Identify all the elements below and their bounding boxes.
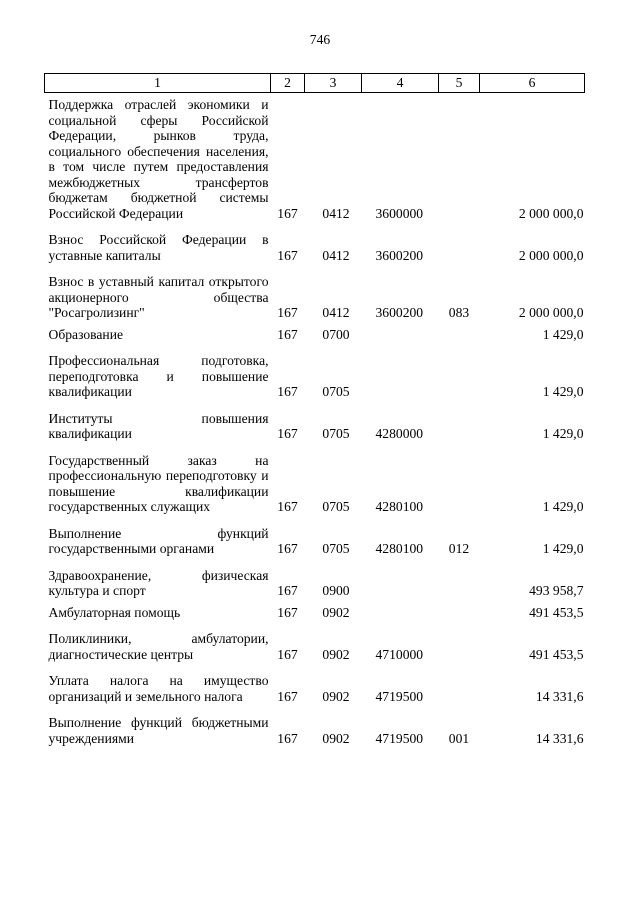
row-section: 0902 bbox=[322, 604, 350, 620]
row-amount: 1 429,0 bbox=[542, 384, 584, 399]
row-target: 4280100 bbox=[375, 541, 424, 556]
row-name: Образование bbox=[48, 326, 124, 342]
row-section: 0902 bbox=[322, 730, 350, 746]
row-ministry: 167 bbox=[277, 247, 298, 263]
row-section: 0705 bbox=[322, 384, 350, 399]
row-section: 0705 bbox=[322, 426, 350, 441]
row-name: Профессиональная подготовка, переподготовка и повышение квалификации bbox=[48, 353, 269, 399]
table-row bbox=[45, 93, 585, 224]
row-section: 0705 bbox=[322, 541, 350, 556]
header-col-4: 4 bbox=[362, 74, 439, 93]
row-kind bbox=[439, 601, 480, 623]
row-target: 3600200 bbox=[375, 305, 424, 320]
row-kind bbox=[439, 344, 480, 402]
row-amount: 14 331,6 bbox=[535, 688, 584, 704]
table-row bbox=[45, 223, 585, 265]
table-row bbox=[45, 706, 585, 748]
row-amount: 14 331,6 bbox=[535, 730, 584, 746]
row-amount: 1 429,0 bbox=[542, 326, 584, 342]
row-name: Взнос в уставный капитал открытого акционерного общества "Росагролизинг" bbox=[48, 274, 269, 320]
row-amount: 491 453,5 bbox=[529, 646, 584, 662]
row-ministry: 167 bbox=[277, 604, 298, 620]
row-ministry: 167 bbox=[277, 305, 298, 320]
row-kind bbox=[439, 223, 480, 265]
row-section: 0412 bbox=[322, 205, 350, 221]
table-row bbox=[45, 323, 585, 345]
row-amount: 493 958,7 bbox=[529, 583, 584, 598]
row-target: 4710000 bbox=[375, 646, 424, 662]
row-amount: 1 429,0 bbox=[542, 541, 584, 556]
budget-table bbox=[44, 73, 585, 748]
row-section: 0900 bbox=[322, 583, 350, 598]
row-target bbox=[362, 559, 439, 601]
row-section: 0705 bbox=[322, 499, 350, 514]
row-amount: 2 000 000,0 bbox=[518, 205, 584, 221]
row-kind bbox=[439, 622, 480, 664]
header-col-3: 3 bbox=[305, 74, 362, 93]
table-row bbox=[45, 559, 585, 601]
row-ministry: 167 bbox=[277, 205, 298, 221]
row-target: 4280100 bbox=[375, 499, 424, 514]
header-col-1: 1 bbox=[45, 74, 271, 93]
row-name: Институты повышения квалификации bbox=[48, 410, 269, 441]
page-number: 746 bbox=[309, 32, 331, 47]
row-name: Амбулаторная помощь bbox=[48, 604, 181, 620]
header-col-2: 2 bbox=[271, 74, 305, 93]
row-ministry: 167 bbox=[277, 499, 298, 514]
row-name: Поддержка отраслей экономики и социальной сферы Российской Федерации, рынков труда, социального обеспечения населения, в том числе путем предоставления межбюджетных трансфертов бюджетам бюджетной системы Российской Федерации bbox=[48, 97, 269, 221]
row-amount: 491 453,5 bbox=[529, 604, 584, 620]
row-target: 4280000 bbox=[375, 426, 424, 441]
row-kind: 012 bbox=[448, 541, 470, 556]
row-target bbox=[362, 323, 439, 345]
row-name: Уплата налога на имущество организаций и земельного налога bbox=[48, 673, 269, 704]
row-target bbox=[362, 344, 439, 402]
row-name: Выполнение функций бюджетными учреждениями bbox=[48, 715, 269, 746]
row-section: 0902 bbox=[322, 646, 350, 662]
row-name: Государственный заказ на профессиональную переподготовку и повышение квалификации государственных служащих bbox=[48, 452, 269, 514]
table-row bbox=[45, 344, 585, 402]
row-kind bbox=[439, 323, 480, 345]
table-row bbox=[45, 601, 585, 623]
row-name: Взнос Российской Федерации в уставные капиталы bbox=[48, 232, 269, 263]
header-col-5: 5 bbox=[439, 74, 480, 93]
row-kind: 001 bbox=[448, 730, 470, 746]
row-target: 4719500 bbox=[375, 688, 424, 704]
row-ministry: 167 bbox=[277, 646, 298, 662]
row-kind bbox=[439, 444, 480, 517]
row-kind bbox=[439, 559, 480, 601]
row-amount: 2 000 000,0 bbox=[518, 247, 584, 263]
row-kind bbox=[439, 664, 480, 706]
row-ministry: 167 bbox=[277, 426, 298, 441]
table-row bbox=[45, 622, 585, 664]
row-section: 0412 bbox=[322, 247, 350, 263]
row-target: 3600200 bbox=[375, 247, 424, 263]
row-ministry: 167 bbox=[277, 541, 298, 556]
row-target: 4719500 bbox=[375, 730, 424, 746]
row-ministry: 167 bbox=[277, 730, 298, 746]
row-kind bbox=[439, 402, 480, 444]
table-row bbox=[45, 444, 585, 517]
row-name: Выполнение функций государственными органами bbox=[48, 525, 269, 556]
table-row bbox=[45, 402, 585, 444]
row-target bbox=[362, 601, 439, 623]
row-ministry: 167 bbox=[277, 688, 298, 704]
row-ministry: 167 bbox=[277, 384, 298, 399]
row-section: 0902 bbox=[322, 688, 350, 704]
row-name: Поликлиники, амбулатории, диагностические центры bbox=[48, 631, 269, 662]
table-header-row bbox=[45, 74, 585, 93]
row-section: 0700 bbox=[322, 326, 350, 342]
row-name: Здравоохранение, физическая культура и спорт bbox=[48, 567, 269, 598]
row-target: 3600000 bbox=[375, 205, 424, 221]
header-col-6: 6 bbox=[480, 74, 585, 93]
row-ministry: 167 bbox=[277, 326, 298, 342]
table-row bbox=[45, 664, 585, 706]
row-ministry: 167 bbox=[277, 583, 298, 598]
table-row bbox=[45, 265, 585, 323]
row-amount: 1 429,0 bbox=[542, 426, 584, 441]
row-amount: 2 000 000,0 bbox=[518, 305, 584, 320]
row-amount: 1 429,0 bbox=[542, 499, 584, 514]
row-kind bbox=[439, 93, 480, 224]
row-kind: 083 bbox=[448, 305, 470, 320]
row-section: 0412 bbox=[322, 305, 350, 320]
table-row bbox=[45, 517, 585, 559]
